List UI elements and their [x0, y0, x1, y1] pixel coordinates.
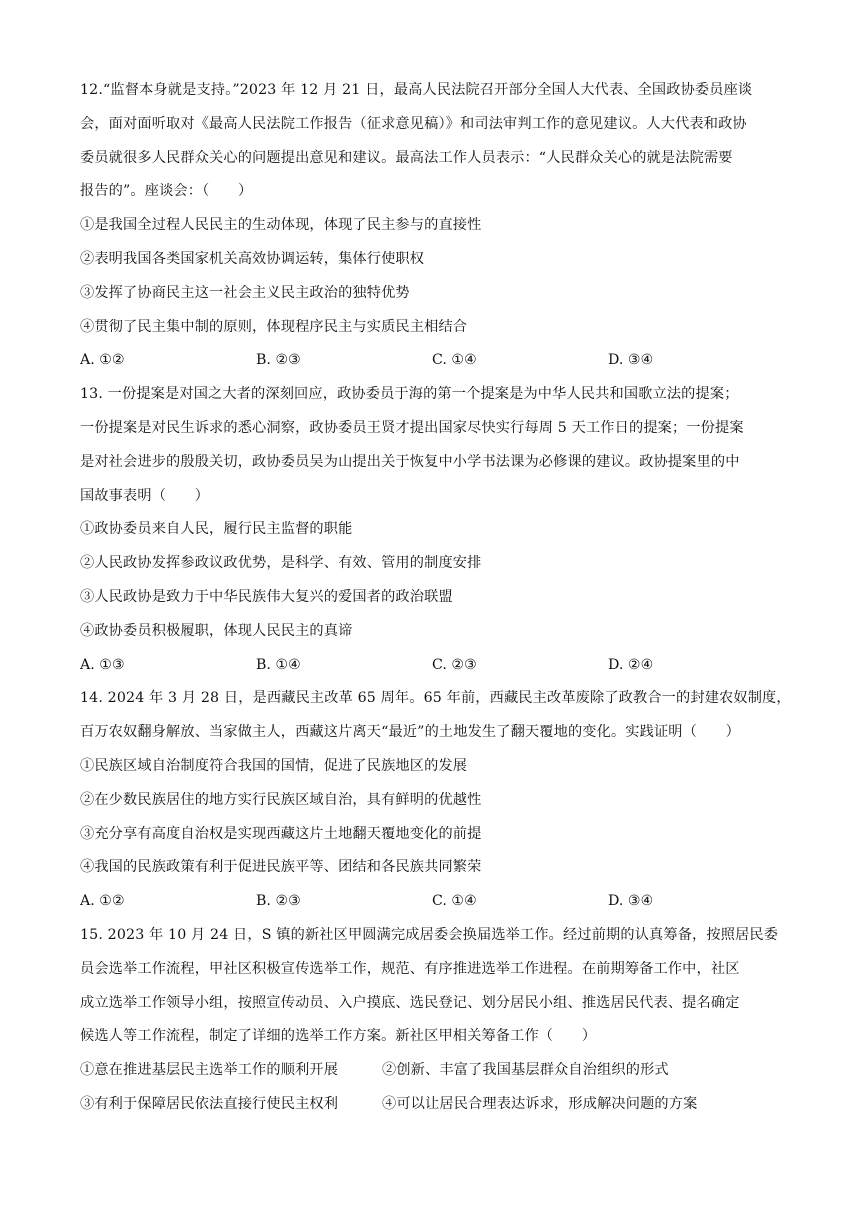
question-text-line: 13. 一份提案是对国之大者的深刻回应，政协委员于海的第一个提案是为中华人民共和国歌立法的提案；	[80, 386, 739, 403]
question-text-line: 员会选举工作流程，甲社区积极宣传选举工作，规范、有序推进选举工作进程。在前期筹备工作中，社区	[80, 960, 740, 977]
option-a: A. ①②	[80, 352, 125, 369]
option-c: C. ①④	[432, 352, 477, 369]
statement-3: ③充分享有高度自治权是实现西藏这片土地翻天覆地变化的前提	[80, 825, 482, 842]
statement-1: ①民族区域自治制度符合我国的国情，促进了民族地区的发展	[80, 757, 468, 774]
question-text-line: 12.“监督本身就是支持。”2023 年 12 月 21 日，最高人民法院召开部分全国人大代表、全国政协委员座谈	[80, 82, 753, 98]
answer-options	[80, 649, 784, 683]
question-13	[80, 378, 784, 682]
statement-2: ②创新、丰富了我国基层群众自治组织的形式	[382, 1062, 669, 1079]
option-b: B. ②③	[256, 352, 301, 369]
option-c: C. ①④	[432, 893, 477, 910]
option-a: A. ①③	[80, 656, 125, 673]
question-text-line: 报告的”。座谈会：（ ）	[80, 183, 253, 200]
statement-4: ④贯彻了民主集中制的原则，体现程序民主与实质民主相结合	[80, 318, 468, 335]
option-d: D. ③④	[608, 352, 654, 369]
question-text-line: 15. 2023 年 10 月 24 日，S 镇的新社区甲圆满完成居委会换届选举工作。经过前期的认真筹备，按照居民委	[80, 926, 779, 943]
question-text-line: 候选人等工作流程，制定了详细的选举工作方案。新社区甲相关筹备工作（ ）	[80, 1028, 597, 1045]
statement-4: ④政协委员积极履职，体现人民民主的真谛	[80, 622, 353, 639]
statement-2: ②表明我国各类国家机关高效协调运转，集体行使职权	[80, 250, 425, 267]
option-b: B. ①④	[256, 656, 301, 673]
question-14	[80, 682, 791, 919]
statement-1: ①是我国全过程人民民主的生动体现，体现了民主参与的直接性	[80, 217, 482, 234]
question-text-line: 委员就很多人民群众关心的问题提出意见和建议。最高法工作人员表示：“人民群众关心的就是法院需要	[80, 149, 733, 166]
option-d: D. ②④	[608, 656, 654, 673]
statement-3: ③发挥了协商民主这一社会主义民主政治的独特优势	[80, 284, 410, 301]
option-a: A. ①②	[80, 893, 125, 910]
question-text-line: 成立选举工作领导小组，按照宣传动员、入户摸底、选民登记、划分居民小组、推选居民代表、提名确定	[80, 994, 740, 1011]
statement-4: ④可以让居民合理表达诉求，形成解决问题的方案	[382, 1095, 698, 1112]
question-text-line: 是对社会进步的殷殷关切，政协委员吴为山提出关于恢复中小学书法课为必修课的建议。政协提案里的中	[80, 453, 740, 470]
statement-pair	[80, 1088, 784, 1122]
question-text-line: 会，面对面听取对《最高人民法院工作报告（征求意见稿）》和司法审判工作的意见建议。人大代表和政协	[80, 115, 747, 132]
answer-options	[80, 344, 784, 378]
question-12	[80, 74, 784, 378]
statement-2: ②在少数民族居住的地方实行民族区域自治，具有鲜明的优越性	[80, 791, 482, 808]
answer-options	[80, 885, 784, 919]
question-text-line: 14. 2024 年 3 月 28 日，是西藏民主改革 65 周年。65 年前，西藏民主改革废除了政教合一的封建农奴制度，	[80, 690, 791, 707]
statement-1: ①意在推进基层民主选举工作的顺利开展	[80, 1062, 339, 1079]
question-text-line: 国故事表明（ ）	[80, 487, 210, 504]
option-d: D. ③④	[608, 893, 654, 910]
option-c: C. ②③	[432, 656, 477, 673]
question-text-line: 一份提案是对民生诉求的悉心洞察，政协委员王贤才提出国家尽快实行每周 5 天工作日的提案；一份提案	[80, 419, 744, 436]
option-b: B. ②③	[256, 893, 301, 910]
statement-pair	[80, 1054, 784, 1088]
statement-3: ③人民政协是致力于中华民族伟大复兴的爱国者的政治联盟	[80, 588, 453, 605]
question-text-line: 百万农奴翻身解放、当家做主人，西藏这片离天“最近”的土地发生了翻天覆地的变化。实践证明（ ）	[80, 724, 740, 741]
question-15	[80, 919, 784, 1122]
statement-1: ①政协委员来自人民，履行民主监督的职能	[80, 521, 353, 538]
statement-2: ②人民政协发挥参政议政优势，是科学、有效、管用的制度安排	[80, 555, 482, 572]
statement-4: ④我国的民族政策有利于促进民族平等、团结和各民族共同繁荣	[80, 859, 482, 876]
statement-3: ③有利于保障居民依法直接行使民主权利	[80, 1095, 339, 1112]
